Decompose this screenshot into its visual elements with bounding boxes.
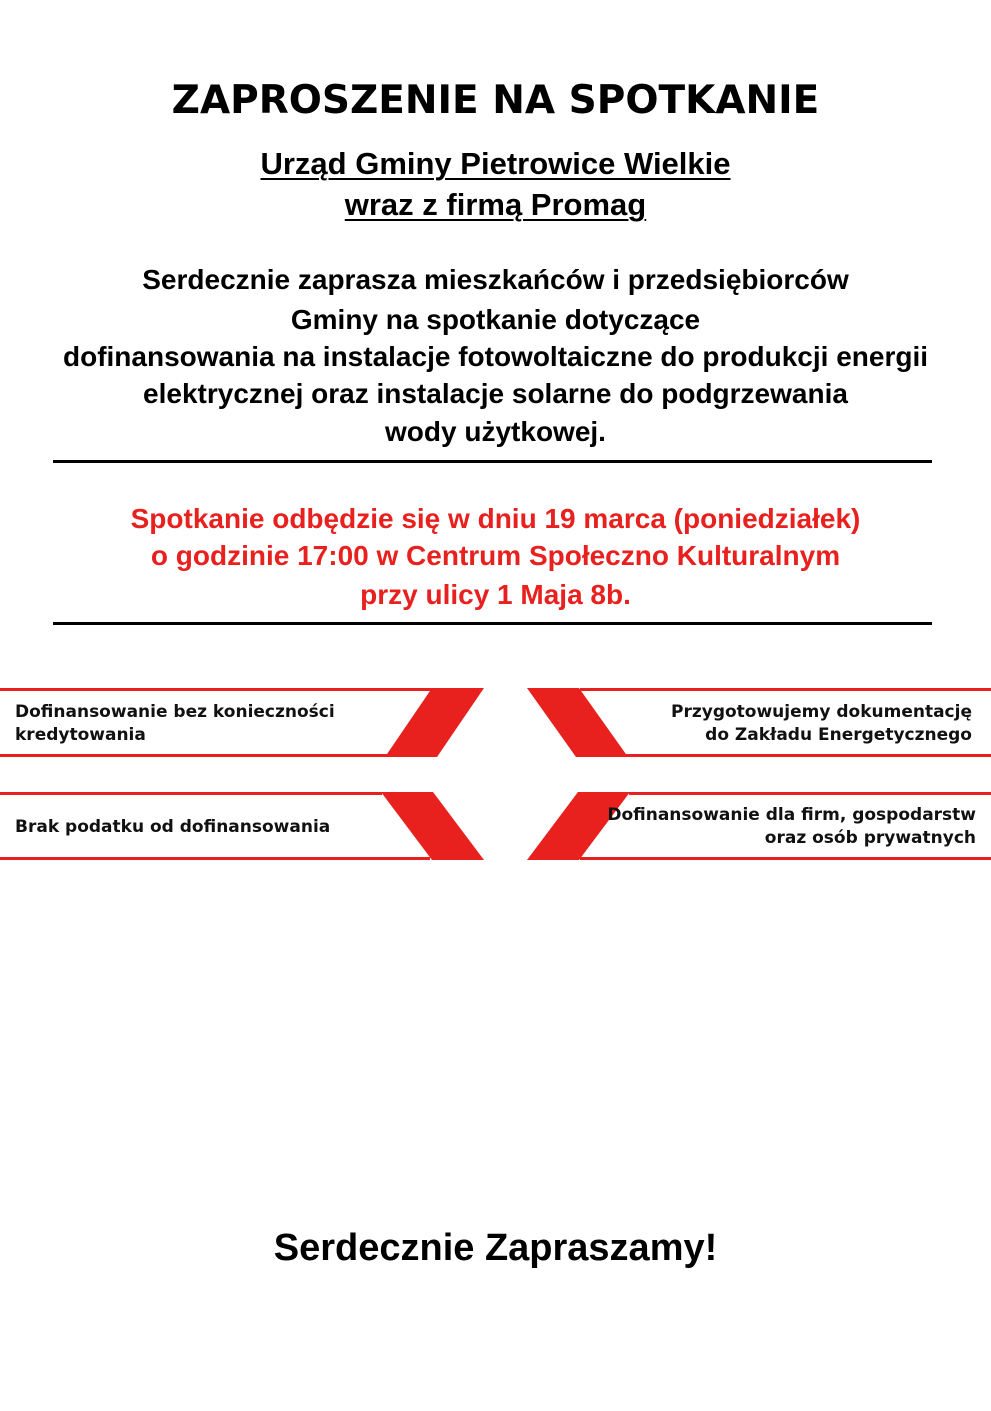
benefit-2-line-1: Przygotowujemy dokumentację (671, 702, 972, 722)
benefit-1 (15, 701, 335, 747)
meeting-date-line: Spotkanie odbędzie się w dniu 19 marca (poniedziałek) (130, 503, 861, 534)
meeting-time-line: o godzinie 17:00 w Centrum Społeczno Kulturalnym (150, 540, 841, 571)
benefit-1-line-1: Dofinansowanie bez konieczności (15, 702, 335, 722)
page-title: ZAPROSZENIE NA SPOTKANIE (171, 78, 820, 123)
intro-line-2: Gminy na spotkanie dotyczące (290, 304, 701, 335)
meeting-address-line: przy ulicy 1 Maja 8b. (360, 579, 631, 610)
organizer-name: Urząd Gminy Pietrowice Wielkie (260, 146, 731, 181)
benefit-3 (15, 816, 330, 839)
benefit-2-line-2: do Zakładu Energetycznego (705, 725, 972, 745)
organizer-partner: wraz z firmą Promag (344, 187, 647, 222)
benefit-4-line-2: oraz osób prywatnych (764, 828, 976, 848)
intro-line-1: Serdecznie zaprasza mieszkańców i przedsiębiorców (142, 264, 849, 295)
benefit-2 (671, 701, 972, 747)
intro-line-5: wody użytkowej. (385, 416, 606, 447)
benefit-4 (607, 804, 976, 850)
intro-line-3: dofinansowania na instalacje fotowoltaiczne do produkcji energii (62, 341, 929, 372)
closing-text: Serdecznie Zapraszamy! (273, 1227, 718, 1269)
benefit-1-line-2: kredytowania (15, 725, 146, 745)
benefit-3-line-1: Brak podatku od dofinansowania (15, 817, 331, 837)
intro-line-4: elektrycznej oraz instalacje solarne do podgrzewania (143, 378, 848, 409)
benefit-4-line-1: Dofinansowanie dla firm, gospodarstw (607, 805, 976, 825)
